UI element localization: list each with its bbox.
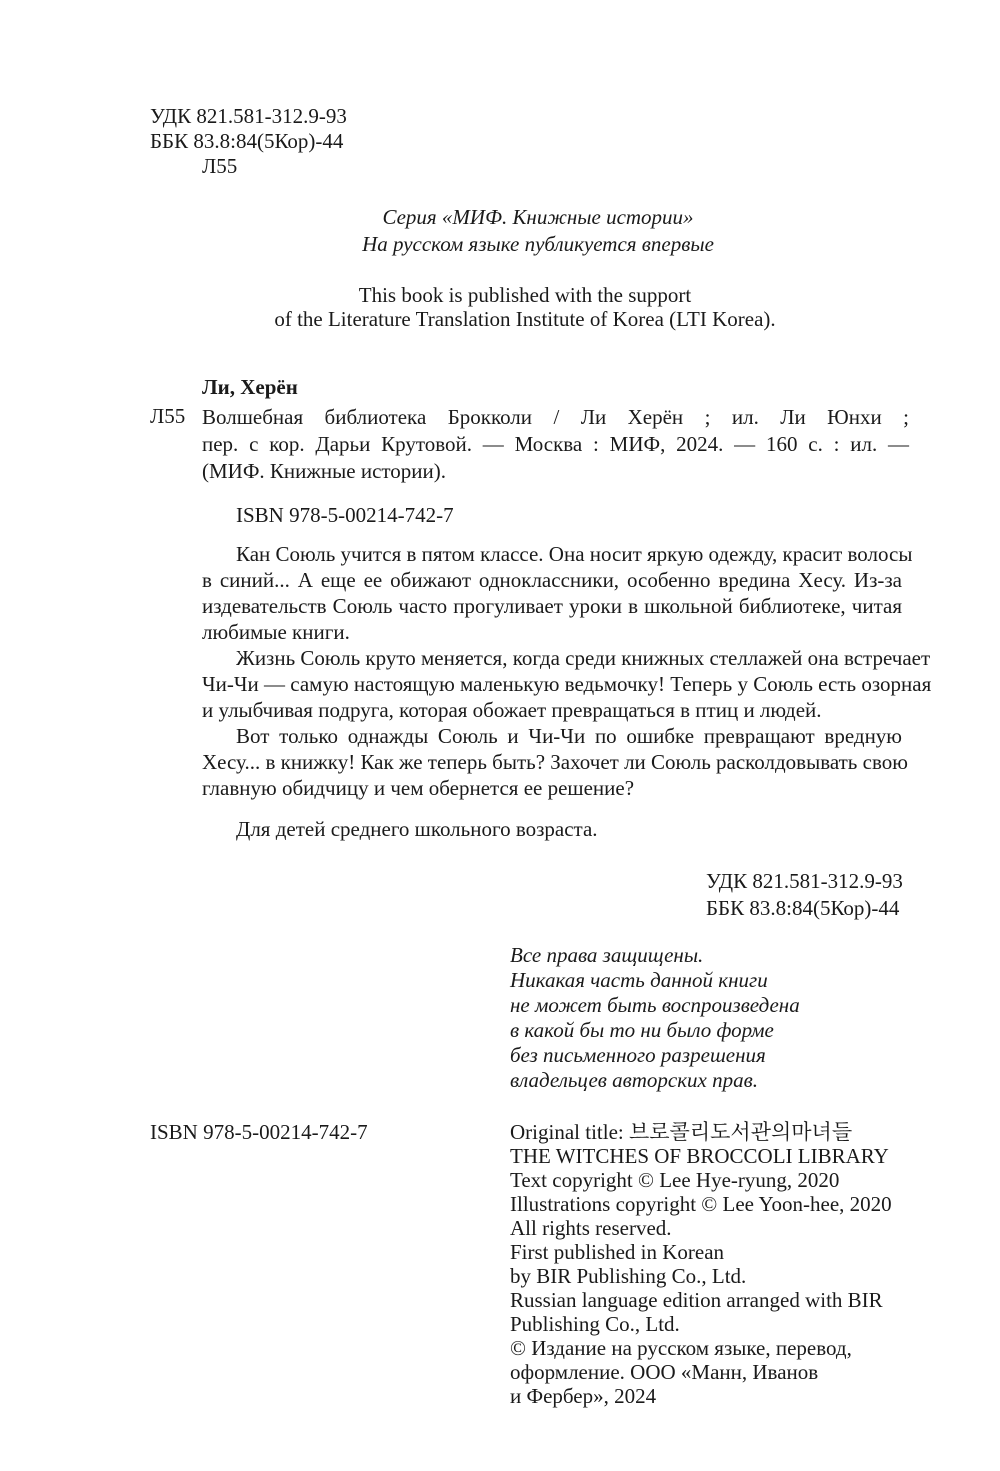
annotation-line: издевательств Союль часто прогуливает уроки в школьной библиотеке, читая: [202, 594, 902, 618]
record-line: пер. с кор. Дарьи Крутовой. — Москва : МИФ, 2024. — 160 с. : ил. —: [202, 432, 909, 456]
series-note: На русском языке публикуется впервые: [362, 232, 714, 256]
record-line: Волшебная библиотека Брокколи / Ли Херён ; ил. Ли Юнхи ;: [202, 405, 909, 429]
annotation-line: главную обидчицу и чем обернется ее решение?: [202, 776, 635, 800]
udk-code: УДК 821.581-312.9-93: [706, 869, 903, 893]
author-heading: Ли, Херён: [202, 375, 298, 399]
rights-line: Все права защищены.: [510, 943, 704, 967]
copyright-line: Illustrations copyright © Lee Yoon-hee, 2020: [510, 1192, 892, 1216]
copyright-line: Original title: 브로콜리도서관의마녀들: [510, 1120, 853, 1144]
copyright-line: оформление. ООО «Манн, Иванов: [510, 1360, 819, 1384]
copyright-line: © Издание на русском языке, перевод,: [510, 1336, 852, 1360]
annotation-line: Чи-Чи — самую настоящую маленькую ведьмочку! Теперь у Союль есть озорная: [202, 672, 932, 696]
audience-note: Для детей среднего школьного возраста.: [236, 817, 598, 841]
support-line-2: of the Literature Translation Institute of Korea (LTI Korea).: [274, 307, 776, 331]
rights-notice: [510, 943, 800, 1093]
rights-line: Никакая часть данной книги: [510, 968, 768, 992]
bbk-code: ББК 83.8:84(5Кор)-44: [706, 896, 900, 920]
annotation-line: и улыбчивая подруга, которая обожает превращаться в птиц и людей.: [202, 698, 822, 722]
author-mark: Л55: [202, 154, 238, 178]
copyright-line: и Фербер», 2024: [510, 1384, 657, 1408]
bibliographic-record: [202, 404, 909, 485]
annotation-paragraph: [202, 541, 913, 645]
record-mark: Л55: [150, 404, 186, 428]
copyright-line: First published in Korean: [510, 1240, 725, 1264]
series-title: Серия «МИФ. Книжные истории»: [382, 205, 694, 229]
annotation-line: Хесу... в книжку! Как же теперь быть? Захочет ли Союль расколдовывать свою: [202, 750, 908, 774]
rights-line: владельцев авторских прав.: [510, 1068, 758, 1092]
annotation-line: любимые книги.: [202, 620, 350, 644]
copyright-block: [510, 1120, 892, 1408]
rights-line: не может быть воспроизведена: [510, 993, 800, 1017]
copyright-line: by BIR Publishing Co., Ltd.: [510, 1264, 747, 1288]
annotation-line: в синий... А еще ее обижают одноклассники, особенно вредина Хесу. Из-за: [202, 568, 902, 592]
record-isbn: ISBN 978-5-00214-742-7: [236, 503, 454, 527]
copyright-line: THE WITCHES OF BROCCOLI LIBRARY: [510, 1144, 889, 1168]
series-block: [238, 204, 838, 258]
copyright-line: Publishing Co., Ltd.: [510, 1312, 680, 1336]
rights-line: без письменного разрешения: [510, 1043, 766, 1067]
rights-line: в какой бы то ни было форме: [510, 1018, 774, 1042]
copyright-line: All rights reserved.: [510, 1216, 672, 1240]
annotation-paragraph: [202, 645, 932, 723]
support-line-1: This book is published with the support: [358, 283, 692, 307]
annotation-line: Вот только однажды Союль и Чи-Чи по ошибке превращают вредную: [236, 724, 902, 748]
support-note: [225, 283, 825, 331]
udk-code: УДК 821.581-312.9-93: [150, 104, 347, 128]
record-line: (МИФ. Книжные истории).: [202, 459, 447, 483]
copyright-line: Text copyright © Lee Hye-ryung, 2020: [510, 1168, 840, 1192]
annotation-line: Кан Союль учится в пятом классе. Она носит яркую одежду, красит волосы: [236, 542, 913, 566]
annotation: [202, 541, 932, 801]
annotation-line: Жизнь Союль круто меняется, когда среди книжных стеллажей она встречает: [236, 646, 931, 670]
isbn-bottom: ISBN 978-5-00214-742-7: [150, 1120, 368, 1144]
bottom-codes: [706, 868, 903, 922]
top-codes: [150, 104, 347, 179]
copyright-line: Russian language edition arranged with BIR: [510, 1288, 883, 1312]
annotation-paragraph: [202, 723, 908, 801]
bbk-code: ББК 83.8:84(5Кор)-44: [150, 129, 344, 153]
